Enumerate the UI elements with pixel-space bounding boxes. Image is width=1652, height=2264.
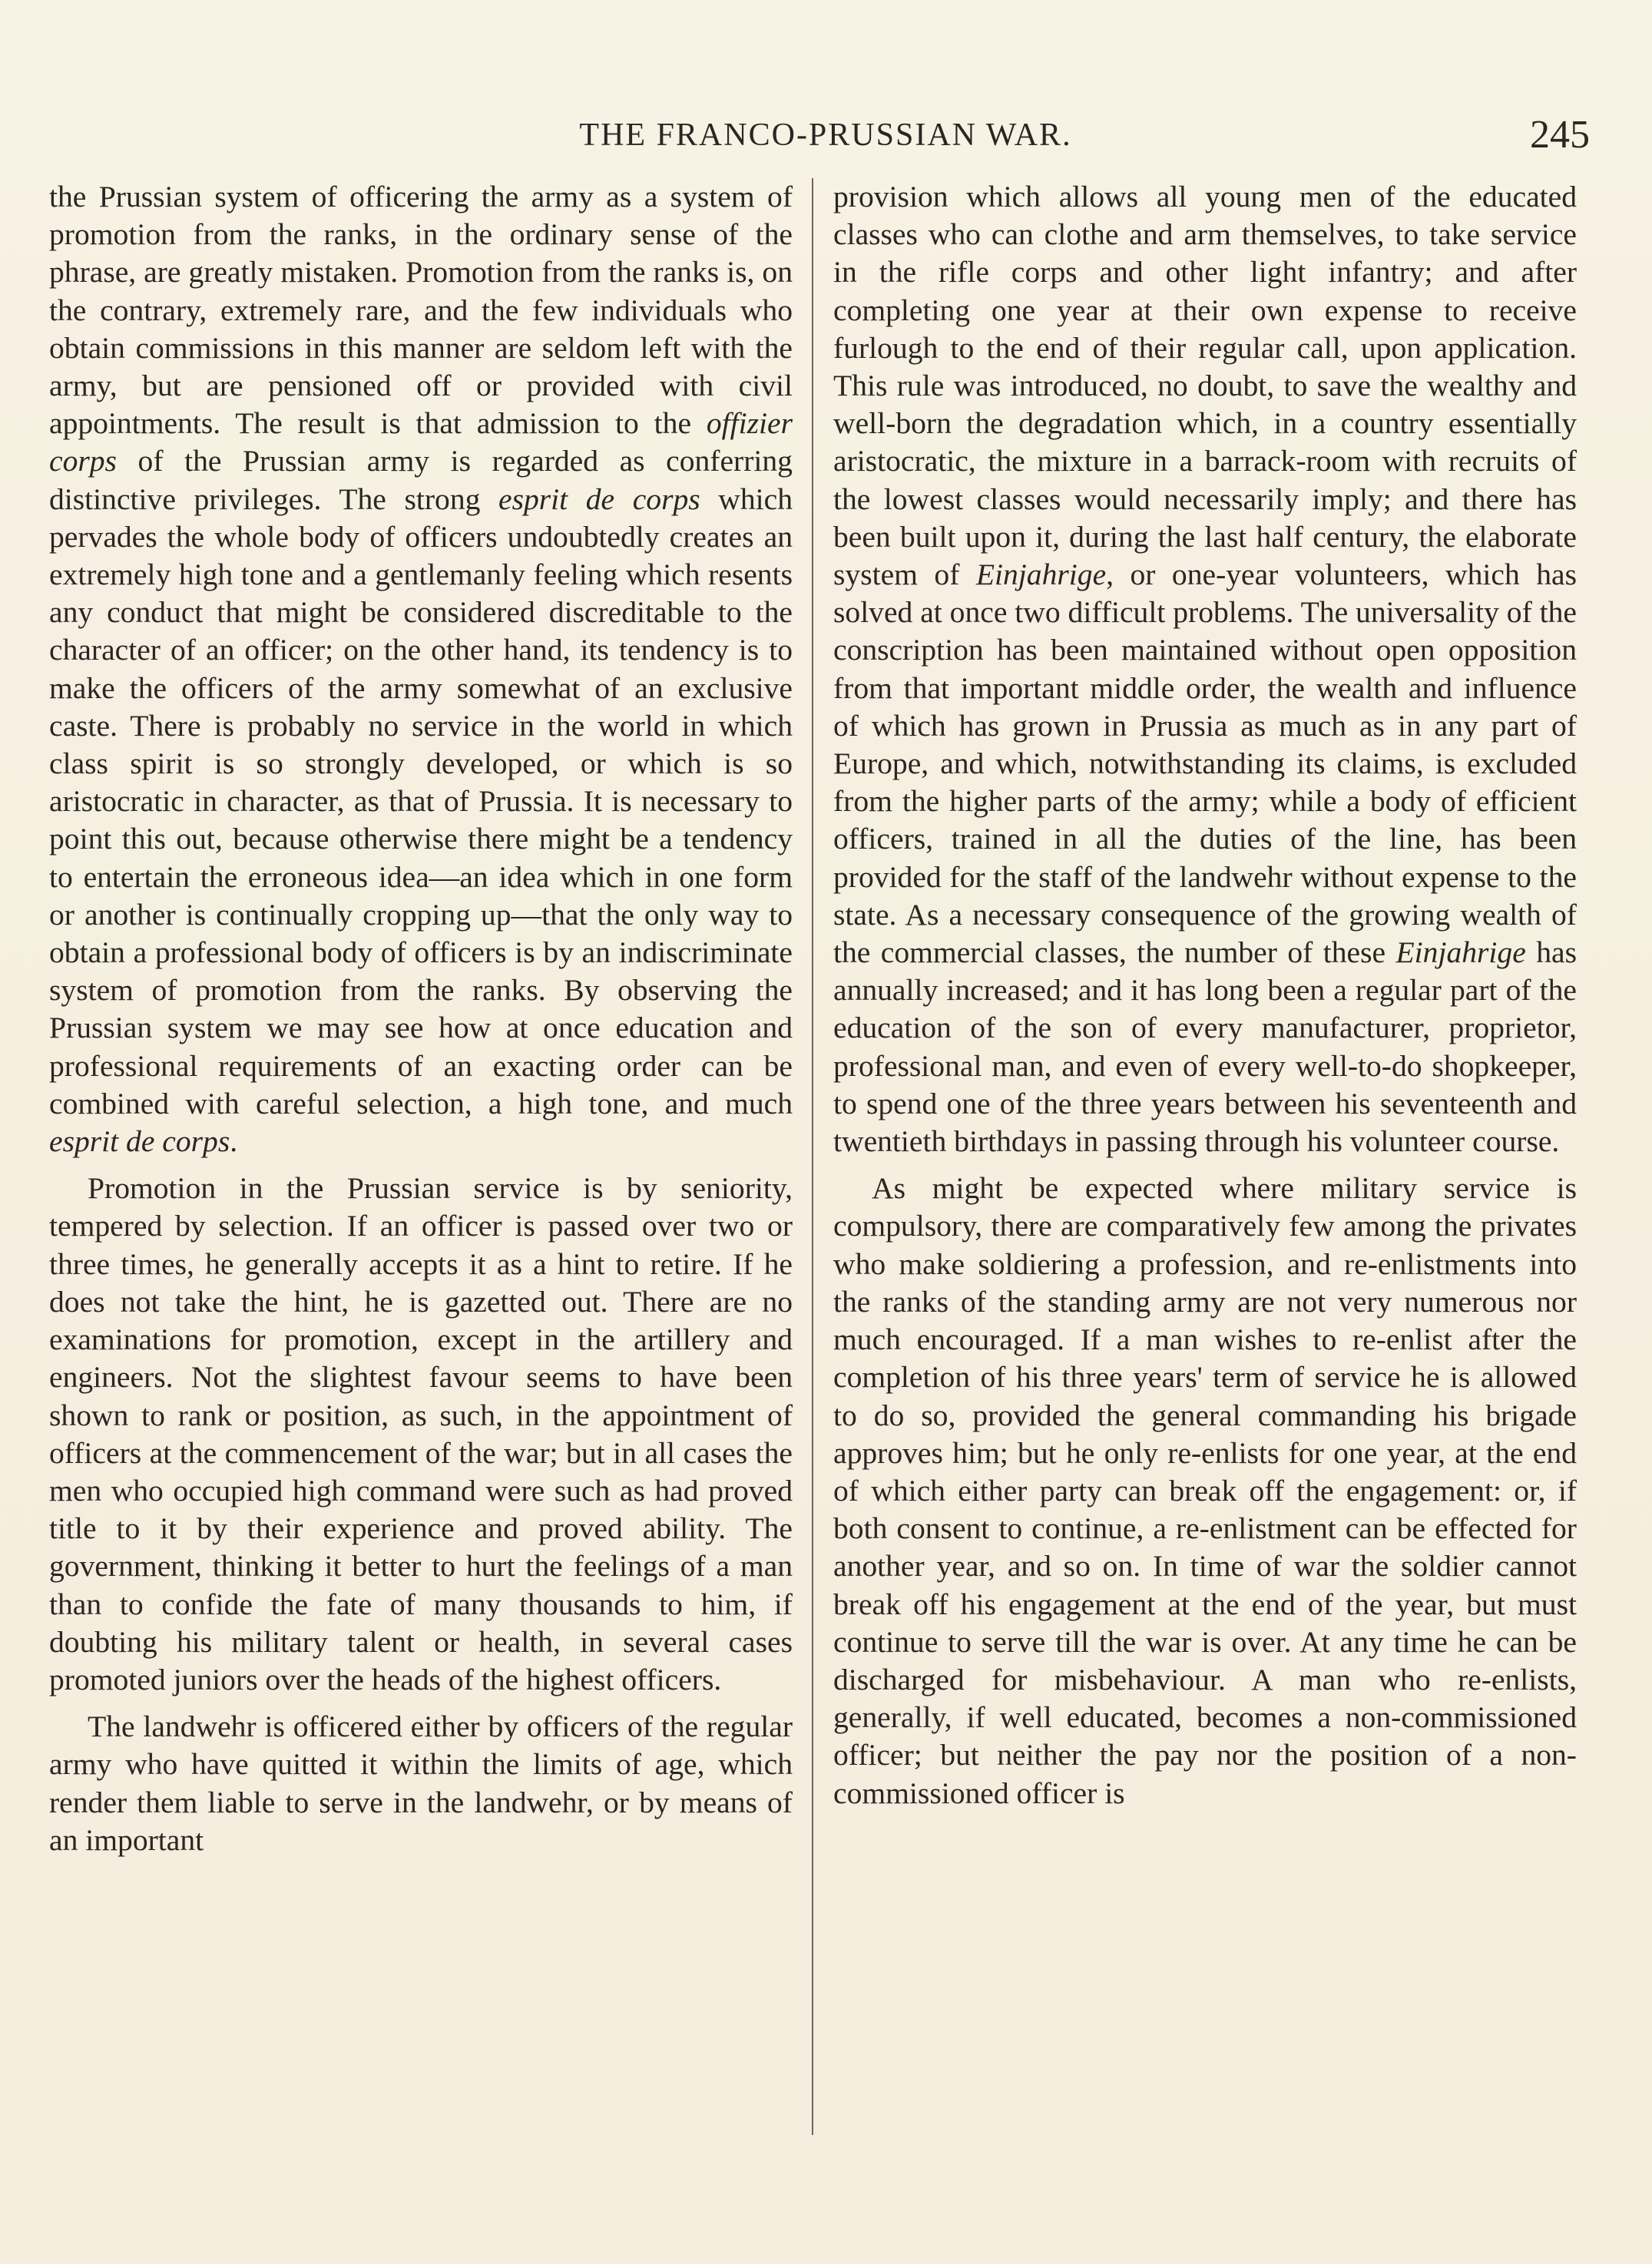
page-number: 245: [1530, 113, 1590, 157]
column-divider: [812, 178, 813, 2135]
left-paragraph-2: Promotion in the Prussian service is by seniority, tempered by selection. If an officer is passed over two or three times, he generally accepts it as a hint to retire. If he does not take the hint, he is gazetted out. There are no examinations for promotion, except in the artillery and engineers. Not the slightest favour seems to have been shown to rank or position, as such, in the appointment of officers at the commencement of the war; but in all cases the men who occupied high command were such as had proved title to it by their experience and proved ability. The government, thinking it better to hurt the feelings of a man than to confide the fate of many thousands to him, if doubting his military talent or health, in several cases promoted juniors over the heads of the highest officers.: [49, 1171, 793, 1696]
text-run: provision which allows all young men of the educated classes who can clothe and arm themselves, to take service in the rifle corps and other light infantry; and after completing one year at their own expense to receive furlough to the end of their regular call, upon application. This rule was introduced, no doubt, to save the wealthy and well-born the degradation which, in a country essentially aristocratic, the mixture in a barrack-room with recruits of the lowest classes would necessarily imply; and there has been built upon it, during the last half century, the elaborate system of: [833, 180, 1577, 592]
text-run: , or one-year volunteers, which has solved at once two difficult problems. The universality of the conscription has been maintained without open opposition from that important middle order, the wealth and influence of which has grown in Prussia as much as in any part of Europe, and which, notwithstanding its claims, is excluded from the higher parts of the army; while a body of efficient officers, trained in all the duties of the line, has been provided for the staff of the landwehr without expense to the state. As a necessary consequence of the growing wealth of the commercial classes, the number of these: [833, 558, 1577, 970]
left-column: [49, 178, 793, 1859]
text-run: which pervades the whole body of officers undoubtedly creates an extremely high tone and a gentlemanly feeling which resents any conduct that might be considered discreditable to the character of an officer; on the other hand, its tendency is to make the officers of the army somewhat of an exclusive caste. There is probably no service in the world in which class spirit is so strongly developed, or which is so aristocratic in character, as that of Prussia. It is necessary to point this out, because otherwise there might be a tendency to entertain the erroneous idea—an idea which in one form or another is continually cropping up—that the only way to obtain a professional body of officers is by an indiscriminate system of promotion from the ranks. By observing the Prussian system we may see how at once education and professional requirements of an exacting order can be combined with careful selection, a high tone, and much: [49, 482, 793, 1120]
italic-term: Einjahrige: [1395, 935, 1526, 970]
running-header: [46, 112, 1605, 158]
italic-term: esprit de corps: [498, 482, 700, 516]
text-run: of the Prussian army is regarded as conferring distinctive privileges. The strong: [49, 444, 793, 516]
text-run: .: [230, 1124, 238, 1159]
italic-term: Einjahrige: [975, 558, 1107, 592]
left-paragraph-1: [49, 178, 793, 1160]
right-paragraph-1: [833, 178, 1577, 1160]
italic-term: offizier corps: [49, 406, 793, 478]
running-title: THE FRANCO-PRUSSIAN WAR.: [579, 118, 1072, 153]
right-paragraph-2: As might be expected where military service is compulsory, there are comparatively few among the privates who make soldiering a profession, and re-enlistments into the ranks of the standing army are not very numerous nor much encouraged. If a man wishes to re-enlist after the completion of his three years' term of service he is allowed to do so, provided the general commanding his brigade approves him; but he only re-enlists for one year, at the end of which either party can break off the engagement: or, if both consent to continue, a re-enlistment can be effected for another year, and so on. In time of war the soldier cannot break off his engagement at the end of the year, but must continue to serve till the war is over. At any time he can be discharged for misbehaviour. A man who re-enlists, generally, if well educated, becomes a non-commissioned officer; but neither the pay nor the position of a non-commissioned officer is: [833, 1171, 1577, 1810]
italic-term: esprit de corps: [49, 1124, 230, 1159]
text-run: has annually increased; and it has long been a regular part of the education of the son of every manufacturer, proprietor, professional man, and even of every well-to-do shopkeeper, to spend one of the three years between his seventeenth and twentieth birthdays in passing through his volunteer course.: [833, 935, 1577, 1159]
left-paragraph-3: The landwehr is officered either by officers of the regular army who have quitted it within the limits of age, which render them liable to serve in the landwehr, or by means of an important: [49, 1710, 793, 1857]
right-column: [833, 178, 1577, 1812]
text-run: the Prussian system of officering the army as a system of promotion from the ranks, in the ordinary sense of the phrase, are greatly mistaken. Promotion from the ranks is, on the contrary, extremely rare, and the few individuals who obtain commissions in this manner are seldom left with the army, but are pensioned off or provided with civil appointments. The result is that admission to the: [49, 180, 793, 441]
